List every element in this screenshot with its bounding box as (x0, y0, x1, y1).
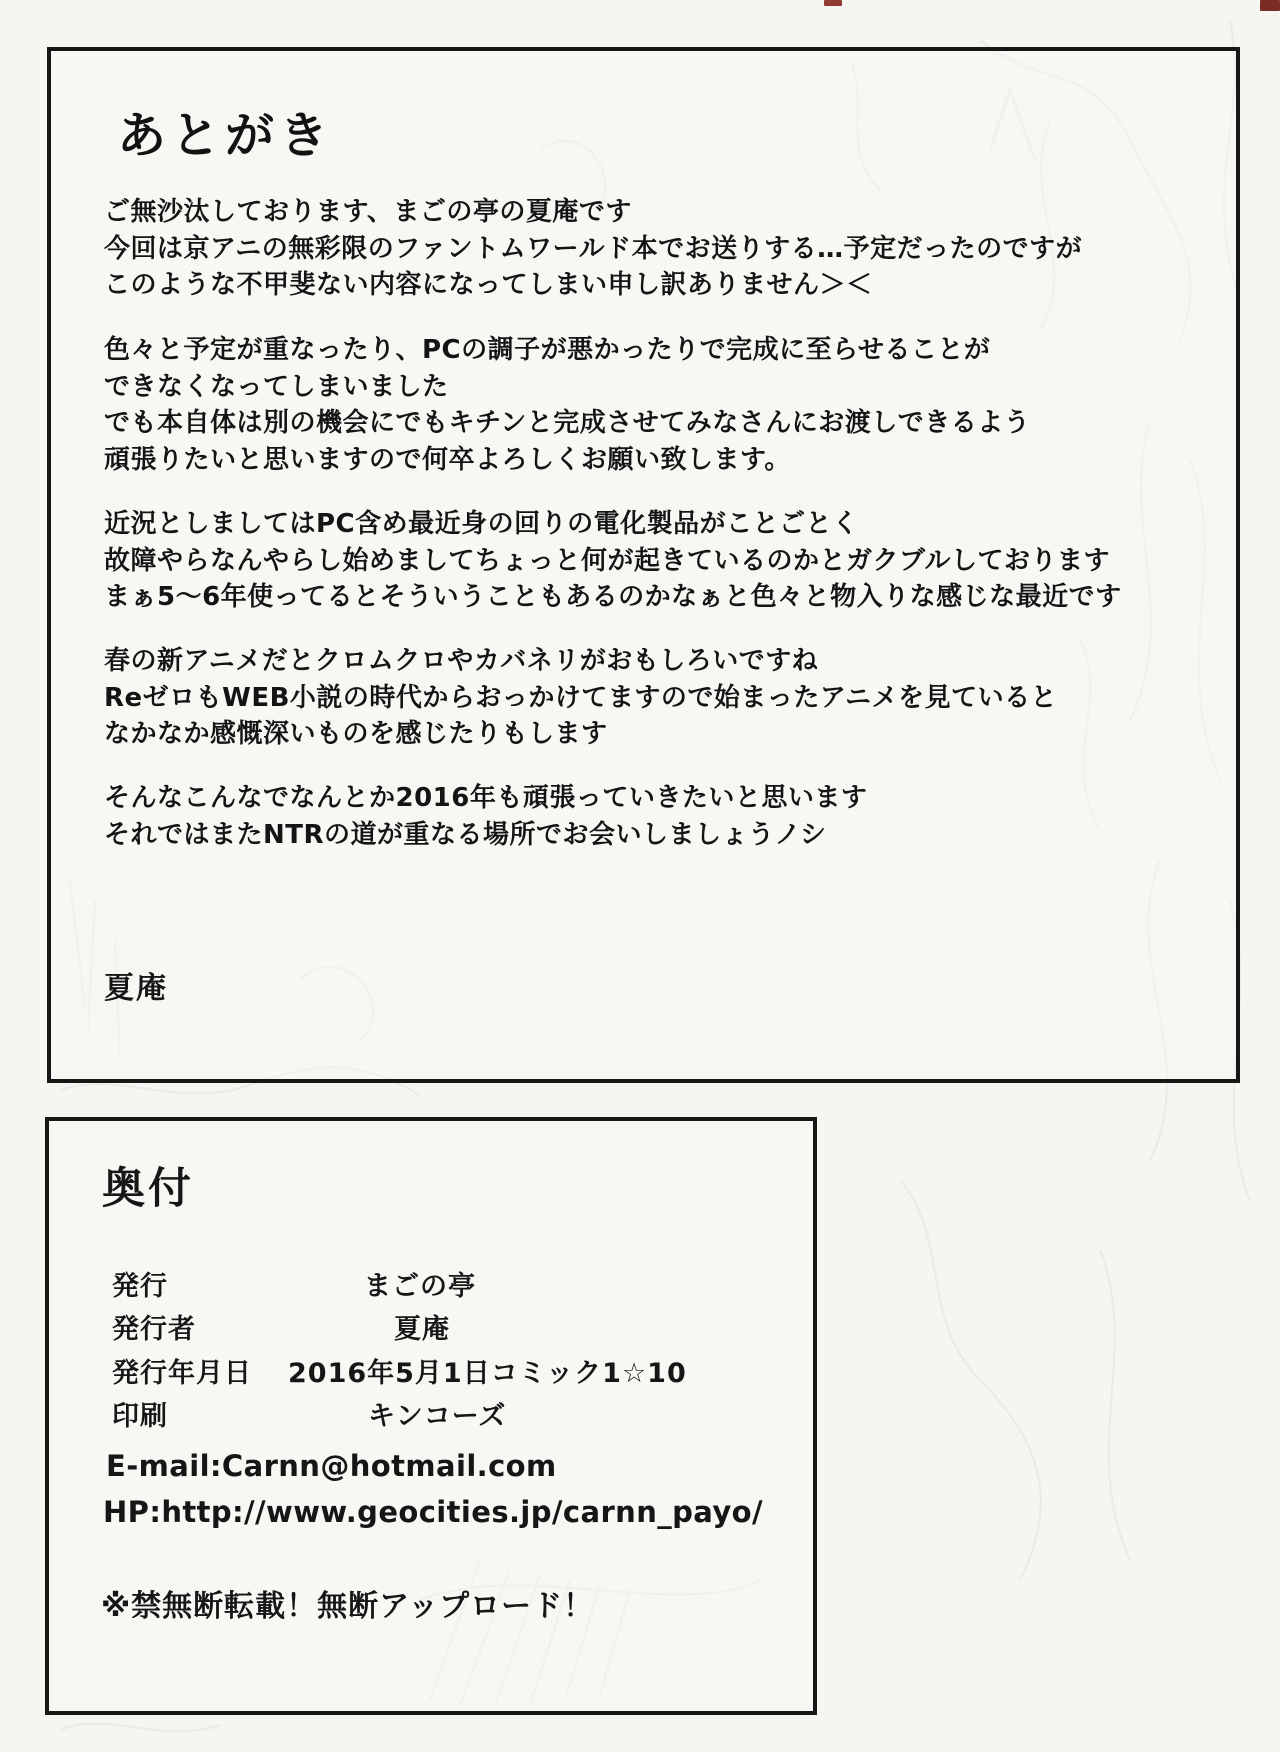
afterword-title: あとがき (117, 107, 334, 164)
text-line: 頑張りたいと思いますので何卒よろしくお願い致します。 (104, 444, 791, 475)
no-repost-notice: ※禁無断転載！無断アップロード！ (101, 1589, 595, 1624)
text-line: まぁ5～6年使ってるとそういうこともあるのかなぁと色々と物入りな感じな最近です (104, 582, 1122, 612)
text-line: 今回は京アニの無彩限のファントムワールド本でお送りする…予定だったのですが (104, 233, 1083, 264)
afterword-paragraph (104, 332, 1030, 478)
colophon-label: 印刷 (112, 1401, 168, 1432)
colophon-label: 発行 (112, 1271, 168, 1302)
text-line: そんなこんなでなんとか2016年も頑張っていきたいと思います (104, 783, 868, 813)
colophon-value: 2016年5月1日コミック1☆10 (288, 1358, 687, 1389)
email-line: E-mail:Carnn@hotmail.com (106, 1449, 557, 1483)
text-line: 春の新アニメだとクロムクロやカバネリがおもしろいですね (104, 646, 819, 676)
colophon-value: キンコーズ (368, 1401, 507, 1432)
text-line: ReゼロもWEB小説の時代からおっかけてますので始まったアニメを見ていると (104, 682, 1058, 713)
afterword-box (47, 47, 1240, 1083)
colophon-box (45, 1117, 817, 1715)
colophon-label: 発行者 (112, 1314, 196, 1345)
colophon-value: 夏庵 (394, 1314, 450, 1345)
text-line: 故障やらなんやらし始めましてちょっと何が起きているのかとガクブルしております (104, 545, 1110, 576)
text-line: 近況としましてはPC含め最近身の回りの電化製品がことごとく (104, 509, 859, 539)
author-signature: 夏庵 (104, 971, 168, 1006)
afterword-paragraph (104, 643, 1057, 753)
website-line: HP:http://www.geocities.jp/carnn_payo/ (103, 1495, 763, 1529)
text-line: できなくなってしまいました (104, 371, 449, 402)
scan-mark (1260, 0, 1280, 11)
text-line: なかなか感慨深いものを感じたりもします (104, 719, 608, 749)
afterword-paragraph (104, 194, 1082, 304)
colophon-label: 発行年月日 (112, 1358, 252, 1389)
colophon-title: 奥付 (102, 1164, 194, 1214)
text-line: それではまたNTRの道が重なる場所でお会いしましょうノシ (104, 819, 827, 850)
text-line: 色々と予定が重なったり、PCの調子が悪かったりで完成に至らせることが (104, 335, 991, 365)
scan-mark (824, 0, 842, 6)
colophon-value: まごの亭 (364, 1271, 476, 1302)
text-line: でも本自体は別の機会にでもキチンと完成させてみなさんにお渡しできるよう (104, 408, 1031, 438)
afterword-paragraph (104, 506, 1122, 616)
text-line: このような不甲斐ない内容になってしまい申し訳ありません＞＜ (104, 270, 873, 300)
afterword-paragraph (104, 780, 867, 853)
text-line: ご無沙汰しております、まごの亭の夏庵です (104, 197, 632, 227)
